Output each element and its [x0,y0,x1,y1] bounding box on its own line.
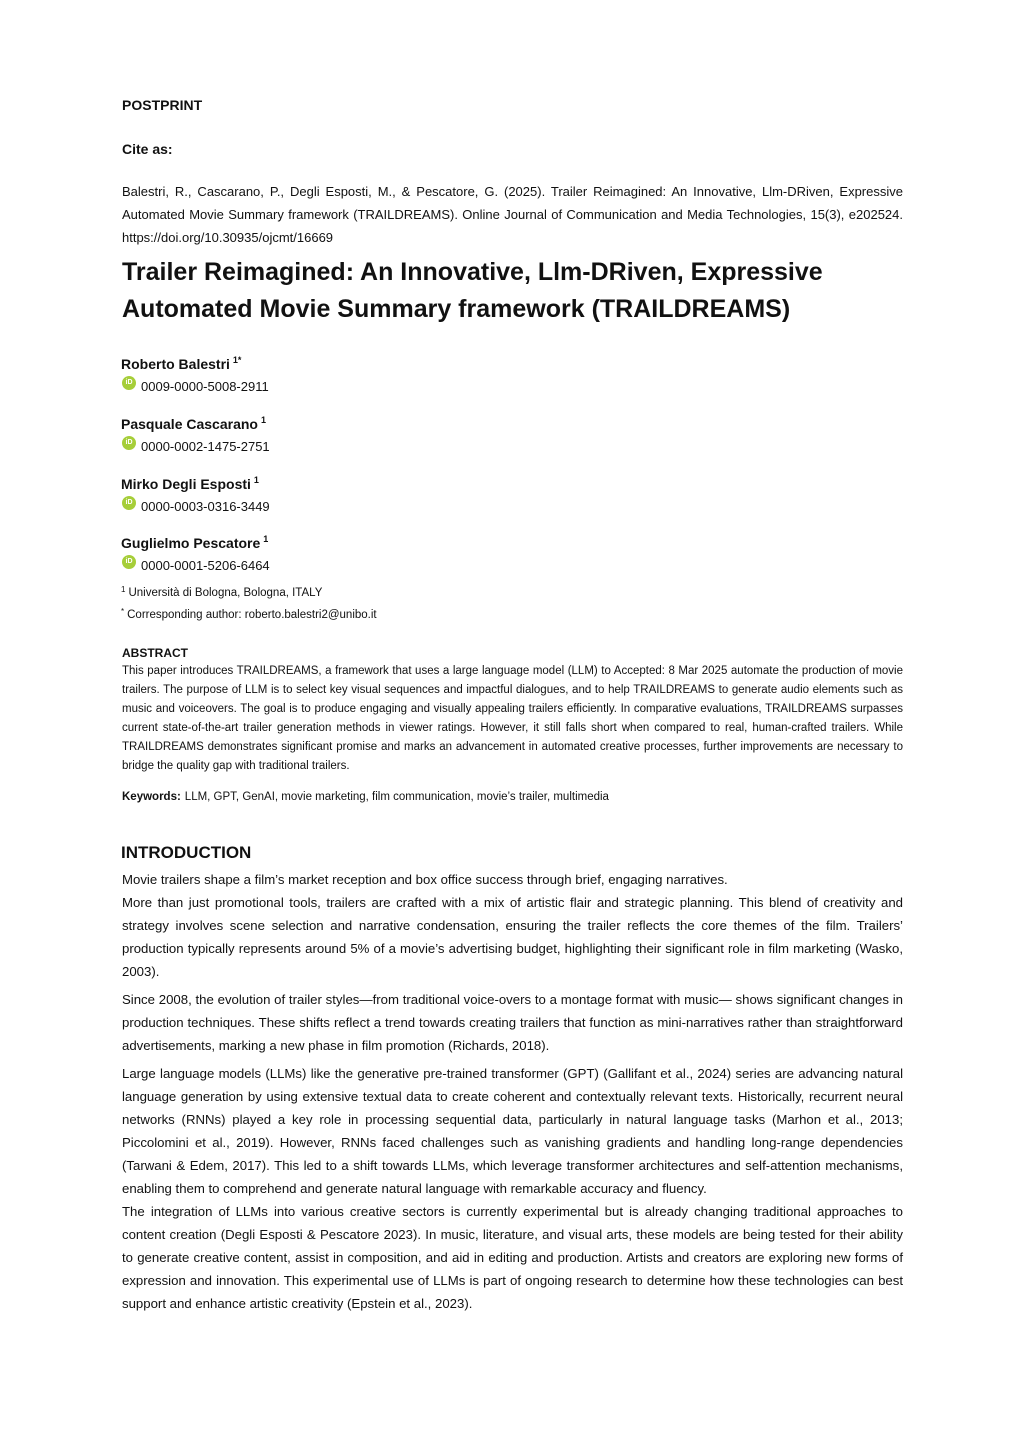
author-name: Roberto Balestri $^{1*}$ [121,355,242,372]
affiliation-note: $^1$ Università di Bologna, Bologna, ITALY [121,585,323,599]
orcid-row[interactable] [121,556,621,578]
cite-as-label: Cite as: [122,141,173,157]
body-paragraph: Movie trailers shape a film’s market reception and box office success through brief, engaging narratives. [122,872,728,887]
orcid-icon[interactable]: iD [122,436,136,450]
orcid-icon[interactable]: iD [122,496,136,510]
author-affiliation-mark: 1 [253,475,259,485]
body-paragraph: The integration of LLMs into various creative sectors is currently experimental but is already changing traditional approaches to content creation (Degli Esposti & Pescatore 2023). In music, literature, and visual arts, these models are being tested for their ability to generate creative content, assist in composition, and aid in editing and production. Artists and creators are exploring new forms of expression and innovation. This experimental use of LLMs is part of ongoing research to determine how these technologies can best support and enhance artistic creativity (Epstein et al., 2023). [122,1204,903,1311]
abstract-heading: ABSTRACT [122,646,188,660]
orcid-icon[interactable]: iD [122,376,136,390]
author-name: Pasquale Cascarano $^1$ [121,415,266,432]
author-block [121,471,621,519]
author-block [121,411,621,459]
orcid-id[interactable]: 0000-0001-5206-6464 [141,558,270,573]
orcid-id[interactable]: 0009-0000-5008-2911 [141,379,269,394]
author-affiliation-mark: 1 [263,534,269,544]
author-block [121,351,621,399]
author-affiliation-mark: 1* [232,355,242,365]
orcid-id[interactable]: 0000-0003-0316-3449 [141,499,270,514]
author-block [121,530,621,578]
orcid-icon[interactable]: iD [122,555,136,569]
corresponding-author-note: * Corresponding author: roberto.balestri2@unibo.it [121,607,377,621]
keywords-label: Keywords: [122,791,181,803]
abstract-text: This paper introduces TRAILDREAMS, a framework that uses a large language model (LLM) to Accepted: 8 Mar 2025 automate the production of movie trailers. The purpose of LLM is to select key visual sequences and impactful dialogues, and to help TRAILDREAMS to generate audio elements such as music and voiceovers. The goal is to produce engaging and visually appealing trailers efficiently. In comparative evaluations, TRAILDREAMS surpasses current state-of-the-art trailer generation methods in viewer ratings. However, it still falls short when compared to real, human-crafted trailers. While TRAILDREAMS demonstrates significant promise and marks an advancement in automated creative processes, further improvements are necessary to bridge the quality gap with traditional trailers. [122,665,903,772]
body-paragraph: More than just promotional tools, trailers are crafted with a mix of artistic flair and strategic planning. This blend of creativity and strategy involves scene selection and narrative condensation, ensuring the trailer reflects the core themes of the film. Trailers’ production typically represents around 5% of a movie’s advertising budget, highlighting their significant role in film marketing (Wasko, 2003). [122,895,903,979]
orcid-id[interactable]: 0000-0002-1475-2751 [141,439,270,454]
citation-text: Balestri, R., Cascarano, P., Degli Esposti, M., & Pescatore, G. (2025). Trailer Reimagined: An Innovative, Llm-DRiven, Expressive Automated Movie Summary framework (TRAILDREAMS). Online Journal of Communication and Media Technologies, 15(3), e202524. https://doi.org/10.30935/ojcmt/16669 [122,184,903,245]
paper-title: Trailer Reimagined: An Innovative, Llm-DRiven, Expressive Automated Movie Summary framework (TRAILDREAMS) [122,258,823,323]
orcid-row[interactable] [121,377,621,399]
author-affiliation-mark: 1 [260,415,266,425]
introduction-body [122,868,903,1320]
body-paragraph: Since 2008, the evolution of trailer styles—from traditional voice-overs to a montage format with music— shows significant changes in production techniques. These shifts reflect a trend towards creating trailers that function as mini-narratives rather than straightforward advertisements, marking a new phase in film promotion (Richards, 2018). [122,992,903,1053]
postprint-label: POSTPRINT [122,97,203,113]
author-name: Guglielmo Pescatore $^1$ [121,534,269,551]
body-paragraph: Large language models (LLMs) like the generative pre-trained transformer (GPT) (Gallifant et al., 2024) series are advancing natural language generation by using extensive textual data to create coherent and contextually relevant texts. Historically, recurrent neural networks (RNNs) played a key role in processing sequential data, particularly in natural language tasks (Marhon et al., 2013; Piccolomini et al., 2019). However, RNNs faced challenges such as vanishing gradients and handling long-range dependencies (Tarwani & Edem, 2017). This led to a shift towards LLMs, which leverage transformer architectures and self-attention mechanisms, enabling them to comprehend and generate natural language with remarkable accuracy and fluency. [122,1066,903,1196]
author-name: Mirko Degli Esposti $^1$ [121,475,259,492]
keywords-text: LLM, GPT, GenAI, movie marketing, film communication, movie’s trailer, multimedia [184,791,609,803]
introduction-heading: INTRODUCTION [121,843,252,862]
orcid-row[interactable] [121,497,621,519]
keywords-line [122,791,903,803]
orcid-row[interactable] [121,437,621,459]
